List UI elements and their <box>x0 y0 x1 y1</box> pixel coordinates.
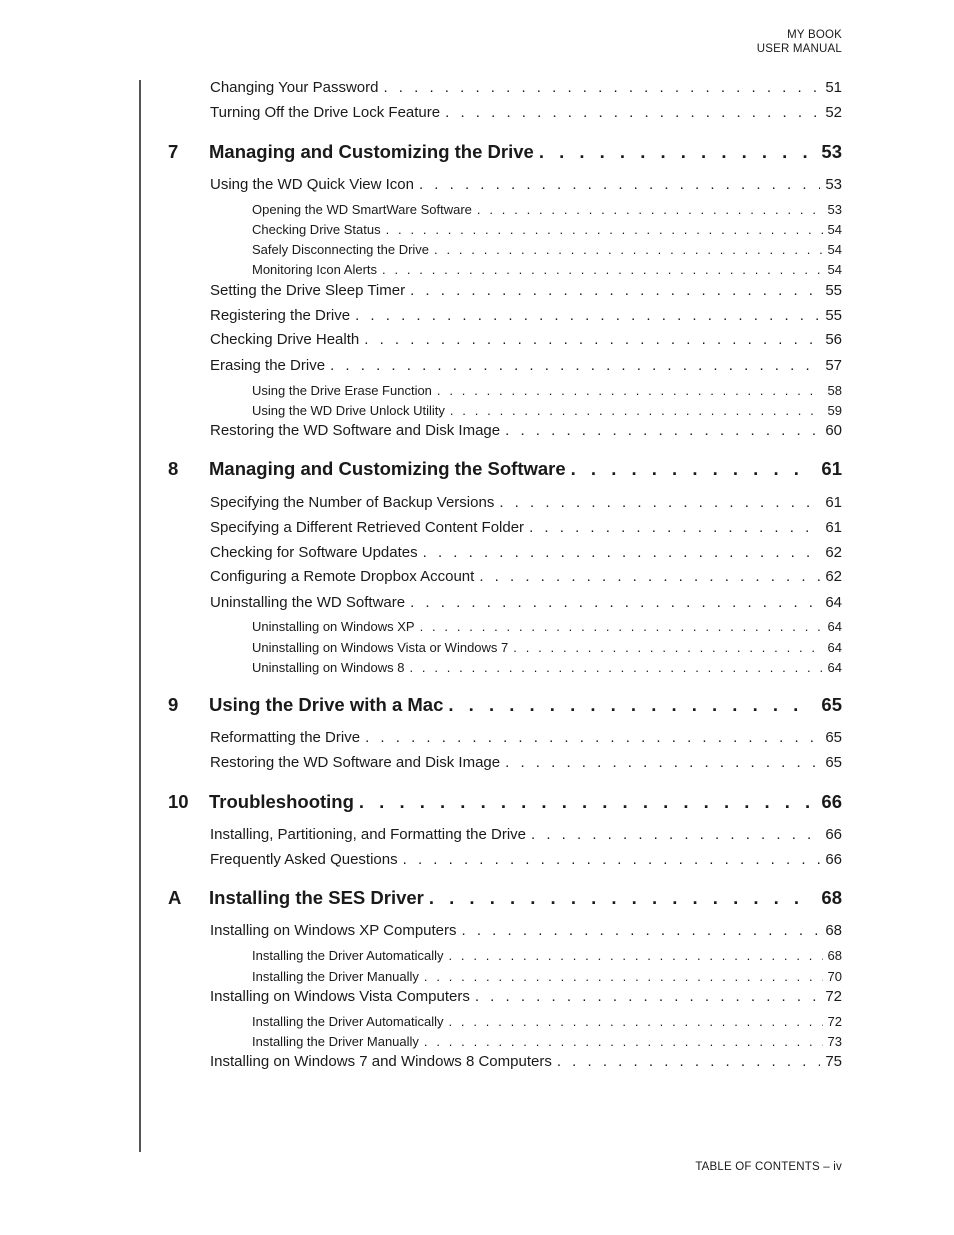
toc-entry[interactable] <box>210 988 842 1005</box>
dot-leader <box>475 988 820 1005</box>
dot-leader <box>410 282 820 299</box>
toc-subentry-title: Checking Drive Status <box>252 222 381 237</box>
toc-entry[interactable] <box>210 922 842 939</box>
toc-entry-title: Restoring the WD Software and Disk Image <box>210 422 501 439</box>
toc-entry-page: 55 <box>825 307 842 324</box>
toc-chapter-7[interactable] <box>168 141 842 163</box>
toc-subentry-page: 72 <box>827 1014 842 1029</box>
chapter-title: Troubleshooting <box>209 791 354 812</box>
toc-entry-page: 66 <box>825 851 842 868</box>
toc-entry-page: 55 <box>825 282 842 299</box>
toc-entry-page: 56 <box>825 331 842 348</box>
toc-subentry[interactable] <box>252 948 842 963</box>
toc-entry-title: Installing on Windows Vista Computers <box>210 988 470 1005</box>
toc-subentry[interactable] <box>252 1014 842 1029</box>
toc-entry-title: Registering the Drive <box>210 307 351 324</box>
toc-subentry-page: 53 <box>827 202 842 217</box>
dot-leader <box>359 791 810 813</box>
toc-subentry-page: 64 <box>827 619 842 634</box>
chapter-number: 8 <box>168 458 179 479</box>
toc-entry-page: 61 <box>825 519 842 536</box>
toc-subentry[interactable] <box>252 403 842 418</box>
toc-entry-page: 52 <box>825 104 842 121</box>
toc-entry-title: Installing on Windows XP Computers <box>210 922 457 939</box>
dot-leader <box>355 307 820 324</box>
toc-entry-page: 57 <box>825 357 842 374</box>
dot-leader <box>531 826 820 843</box>
running-footer: TABLE OF CONTENTS – iv <box>695 1161 842 1173</box>
toc-entry[interactable] <box>210 1053 842 1070</box>
toc-chapter-8[interactable] <box>168 458 842 480</box>
toc-entry-page: 62 <box>825 544 842 561</box>
dot-leader <box>477 202 823 217</box>
toc-entry-page: 66 <box>825 826 842 843</box>
toc-chapter-9[interactable] <box>168 694 842 716</box>
chapter-title: Managing and Customizing the Drive <box>209 141 534 162</box>
toc-subentry-title: Monitoring Icon Alerts <box>252 262 378 277</box>
dot-leader <box>505 754 820 771</box>
dot-leader <box>424 1034 823 1049</box>
toc-subentry-page: 64 <box>827 640 842 655</box>
toc-subentry[interactable] <box>252 640 842 655</box>
toc-subentry[interactable] <box>252 619 842 634</box>
toc-entry[interactable] <box>210 594 842 611</box>
dot-leader <box>365 729 820 746</box>
toc-entry-title: Uninstalling the WD Software <box>210 594 406 611</box>
dot-leader <box>420 619 823 634</box>
toc-subentry[interactable] <box>252 202 842 217</box>
dot-leader <box>424 969 823 984</box>
toc-subentry[interactable] <box>252 242 842 257</box>
toc-entry-title: Specifying the Number of Backup Versions <box>210 494 495 511</box>
toc-entry-title: Specifying a Different Retrieved Content Folder <box>210 519 525 536</box>
dot-leader <box>539 141 810 163</box>
toc-entry[interactable] <box>210 176 842 193</box>
toc-subentry-page: 58 <box>827 383 842 398</box>
toc-entry-title: Erasing the Drive <box>210 357 326 374</box>
dot-leader <box>462 922 821 939</box>
toc-entry-page: 61 <box>825 494 842 511</box>
chapter-title: Managing and Customizing the Software <box>209 458 566 479</box>
toc-subentry-title: Uninstalling on Windows Vista or Windows 7 <box>252 640 509 655</box>
chapter-title: Using the Drive with a Mac <box>209 694 444 715</box>
toc-entry-title: Using the WD Quick View Icon <box>210 176 414 193</box>
toc-subentry[interactable] <box>252 1034 842 1049</box>
dot-leader <box>403 851 821 868</box>
toc-entry-title: Installing, Partitioning, and Formatting the Drive <box>210 826 526 843</box>
dot-leader <box>409 660 822 675</box>
toc-subentry[interactable] <box>252 262 842 277</box>
dot-leader <box>513 640 822 655</box>
toc-entry-page: 62 <box>825 568 842 585</box>
toc-entry[interactable] <box>210 494 842 511</box>
dot-leader <box>557 1053 820 1070</box>
dot-leader <box>383 79 820 96</box>
chapter-number: A <box>168 887 182 908</box>
dot-leader <box>499 494 820 511</box>
chapter-number: 10 <box>168 791 189 812</box>
toc-entry-page: 51 <box>825 79 842 96</box>
toc-appendix-a[interactable] <box>168 887 842 909</box>
toc-subentry[interactable] <box>252 383 842 398</box>
toc-subentry-page: 73 <box>827 1034 842 1049</box>
header-line-1: MY BOOK <box>787 29 842 41</box>
dot-leader <box>571 458 810 480</box>
toc-subentry[interactable] <box>252 660 842 675</box>
toc-entry[interactable] <box>210 826 842 843</box>
toc-entry-title: Restoring the WD Software and Disk Image <box>210 754 501 771</box>
dot-leader <box>382 262 823 277</box>
chapter-page: 61 <box>821 458 842 479</box>
dot-leader <box>529 519 820 536</box>
toc-entry-page: 60 <box>825 422 842 439</box>
dot-leader <box>386 222 823 237</box>
toc-subentry-title: Using the Drive Erase Function <box>252 383 432 398</box>
toc-subentry-title: Installing the Driver Automatically <box>252 1014 444 1029</box>
toc-entry-title: Reformatting the Drive <box>210 729 361 746</box>
toc-entry-page: 65 <box>825 729 842 746</box>
running-header <box>757 28 842 56</box>
toc-entry-page: 65 <box>825 754 842 771</box>
toc-entry[interactable] <box>210 79 842 96</box>
dot-leader <box>448 948 822 963</box>
toc-entry-page: 53 <box>825 176 842 193</box>
dot-leader <box>434 242 823 257</box>
toc-entry-title: Installing on Windows 7 and Windows 8 Computers <box>210 1053 552 1070</box>
dot-leader <box>505 422 820 439</box>
toc-subentry-title: Installing the Driver Manually <box>252 1034 419 1049</box>
dot-leader <box>448 1014 822 1029</box>
dot-leader <box>364 331 820 348</box>
dot-leader <box>437 383 823 398</box>
dot-leader <box>448 694 809 716</box>
toc-entry-title: Frequently Asked Questions <box>210 851 398 868</box>
toc-entry[interactable] <box>210 729 842 746</box>
toc-subentry-page: 68 <box>827 948 842 963</box>
chapter-page: 68 <box>821 887 842 908</box>
toc-entry-page: 64 <box>825 594 842 611</box>
toc-entry-title: Changing Your Password <box>210 79 379 96</box>
dot-leader <box>410 594 820 611</box>
toc-subentry[interactable] <box>252 222 842 237</box>
toc-entry-page: 72 <box>825 988 842 1005</box>
chapter-number: 9 <box>168 694 179 715</box>
toc-subentry-page: 54 <box>827 262 842 277</box>
margin-rule <box>139 80 141 1152</box>
toc-entry-title: Setting the Drive Sleep Timer <box>210 282 406 299</box>
chapter-number: 7 <box>168 141 179 162</box>
dot-leader <box>429 887 810 909</box>
toc-entry[interactable] <box>210 357 842 374</box>
toc-entry[interactable] <box>210 519 842 536</box>
dot-leader <box>450 403 823 418</box>
toc-subentry-page: 59 <box>827 403 842 418</box>
toc-entry[interactable] <box>210 282 842 299</box>
toc-entry[interactable] <box>210 754 842 771</box>
chapter-page: 66 <box>821 791 842 812</box>
toc-subentry-title: Safely Disconnecting the Drive <box>252 242 430 257</box>
chapter-page: 65 <box>821 694 842 715</box>
header-line-2: USER MANUAL <box>756 43 842 55</box>
toc-chapter-10[interactable] <box>168 791 842 813</box>
toc-subentry-title: Opening the WD SmartWare Software <box>252 202 472 217</box>
toc-subentry-page: 70 <box>827 969 842 984</box>
toc-subentry-title: Uninstalling on Windows 8 <box>252 660 405 675</box>
dot-leader <box>479 568 820 585</box>
dot-leader <box>330 357 820 374</box>
toc-subentry-title: Using the WD Drive Unlock Utility <box>252 403 445 418</box>
dot-leader <box>419 176 820 193</box>
toc-entry[interactable] <box>210 544 842 561</box>
toc-entry[interactable] <box>210 568 842 585</box>
toc-entry[interactable] <box>210 104 842 121</box>
toc-subentry-page: 54 <box>827 222 842 237</box>
toc-subentry[interactable] <box>252 969 842 984</box>
dot-leader <box>445 104 820 121</box>
toc-subentry-page: 54 <box>827 242 842 257</box>
toc-entry-title: Checking for Software Updates <box>210 544 418 561</box>
toc-subentry-title: Installing the Driver Manually <box>252 969 419 984</box>
toc-entry[interactable] <box>210 307 842 324</box>
toc-entry-page: 75 <box>825 1053 842 1070</box>
dot-leader <box>423 544 821 561</box>
toc-entry-title: Configuring a Remote Dropbox Account <box>210 568 475 585</box>
toc-subentry-title: Uninstalling on Windows XP <box>252 619 415 634</box>
toc-subentry-page: 64 <box>827 660 842 675</box>
toc-entry[interactable] <box>210 851 842 868</box>
toc-entry-page: 68 <box>825 922 842 939</box>
toc-subentry-title: Installing the Driver Automatically <box>252 948 444 963</box>
toc-entry[interactable] <box>210 331 842 348</box>
chapter-title: Installing the SES Driver <box>209 887 424 908</box>
toc-entry-title: Checking Drive Health <box>210 331 360 348</box>
toc-entry-title: Turning Off the Drive Lock Feature <box>210 104 441 121</box>
chapter-page: 53 <box>821 141 842 162</box>
toc-entry[interactable] <box>210 422 842 439</box>
